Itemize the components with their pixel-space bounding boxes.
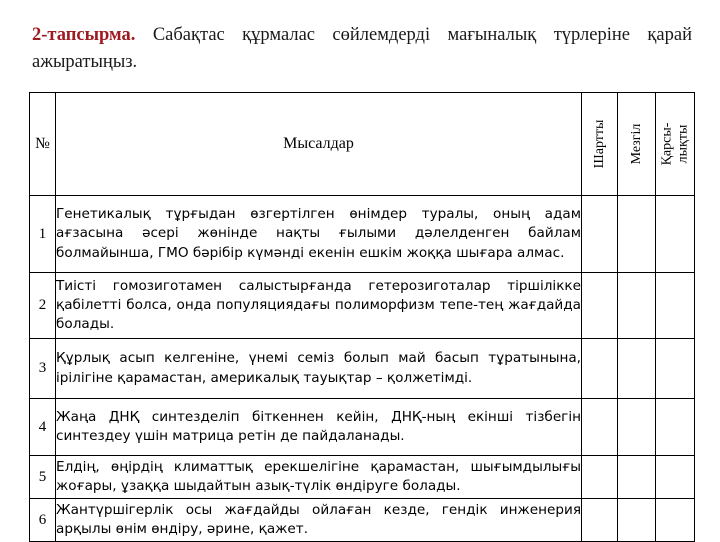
task-number-label: 2-тапсырма. bbox=[32, 25, 136, 45]
row-mark-conditional[interactable] bbox=[582, 339, 618, 399]
column-header-number: № bbox=[30, 93, 56, 196]
row-number: 4 bbox=[30, 399, 56, 456]
row-mark-concessive[interactable] bbox=[656, 399, 695, 456]
classification-table bbox=[29, 92, 695, 542]
column-header-conditional-label: Шартты bbox=[591, 119, 607, 169]
row-mark-conditional[interactable] bbox=[582, 273, 618, 339]
row-mark-concessive[interactable] bbox=[656, 499, 695, 542]
table-row bbox=[30, 499, 695, 542]
table-header-row bbox=[30, 93, 695, 196]
row-mark-temporal[interactable] bbox=[618, 399, 656, 456]
column-header-temporal bbox=[618, 93, 656, 196]
row-mark-temporal[interactable] bbox=[618, 456, 656, 499]
row-mark-concessive[interactable] bbox=[656, 273, 695, 339]
row-example-text: Тиісті гомозиготамен салыстырғанда гетерозиготалар тіршілікке қабілетті болса, онда популяциядағы полиморфизм тепе-тең жағдайда болады. bbox=[56, 273, 582, 339]
row-example-text: Құрлық асып келгеніне, үнемі семіз болып май басып тұратынына, ірілігіне қарамастан, америкалық тауықтар – қолжетімді. bbox=[56, 339, 582, 399]
row-mark-conditional[interactable] bbox=[582, 499, 618, 542]
column-header-concessive-line1: Қарсы- bbox=[659, 122, 675, 166]
table-row bbox=[30, 196, 695, 273]
row-mark-concessive[interactable] bbox=[656, 456, 695, 499]
row-mark-conditional[interactable] bbox=[582, 399, 618, 456]
row-mark-temporal[interactable] bbox=[618, 339, 656, 399]
row-mark-conditional[interactable] bbox=[582, 456, 618, 499]
row-number: 2 bbox=[30, 273, 56, 339]
row-example-text: Жантүршігерлік осы жағдайды ойлаған кезде, гендік инженерия арқылы өнім өндіру, әрине, қажет. bbox=[56, 499, 582, 542]
row-number: 3 bbox=[30, 339, 56, 399]
table-row bbox=[30, 456, 695, 499]
task-heading bbox=[32, 22, 692, 77]
row-mark-conditional[interactable] bbox=[582, 196, 618, 273]
classification-table-wrapper bbox=[29, 92, 694, 542]
row-example-text: Елдің, өңірдің климаттық ерекшелігіне қарамастан, шығымдылығы жоғары, ұзаққа шыдайтын азық-түлік өндіруге болады. bbox=[56, 456, 582, 499]
row-mark-concessive[interactable] bbox=[656, 339, 695, 399]
row-example-text: Генетикалық тұрғыдан өзгертілген өнімдер туралы, оның адам ағзасына әсері жөнінде нақты ғылыми дәлелденген байлам болмайынша, ГМО бәрібір күмәнді екенін ешкім жоққа шығара алмас. bbox=[56, 196, 582, 273]
row-example-text: Жаңа ДНҚ синтезделіп біткеннен кейін, ДНҚ-ның екінші тізбегін синтездеу үшін матрица ретін де пайдаланады. bbox=[56, 399, 582, 456]
row-number: 5 bbox=[30, 456, 56, 499]
table-row bbox=[30, 399, 695, 456]
column-header-concessive-line2: лықты bbox=[675, 124, 690, 164]
column-header-concessive bbox=[656, 93, 695, 196]
row-mark-temporal[interactable] bbox=[618, 196, 656, 273]
row-mark-concessive[interactable] bbox=[656, 196, 695, 273]
table-row bbox=[30, 273, 695, 339]
row-number: 6 bbox=[30, 499, 56, 542]
row-mark-temporal[interactable] bbox=[618, 273, 656, 339]
column-header-conditional bbox=[582, 93, 618, 196]
row-mark-temporal[interactable] bbox=[618, 499, 656, 542]
column-header-examples: Мысалдар bbox=[56, 93, 582, 196]
row-number: 1 bbox=[30, 196, 56, 273]
task-instruction-text: Сабақтас құрмалас сөйлемдерді мағыналық түрлеріне қарай ажыратыңыз. bbox=[32, 25, 692, 73]
table-row bbox=[30, 339, 695, 399]
column-header-temporal-label: Мезгіл bbox=[628, 123, 644, 165]
column-header-concessive-label bbox=[659, 123, 690, 166]
